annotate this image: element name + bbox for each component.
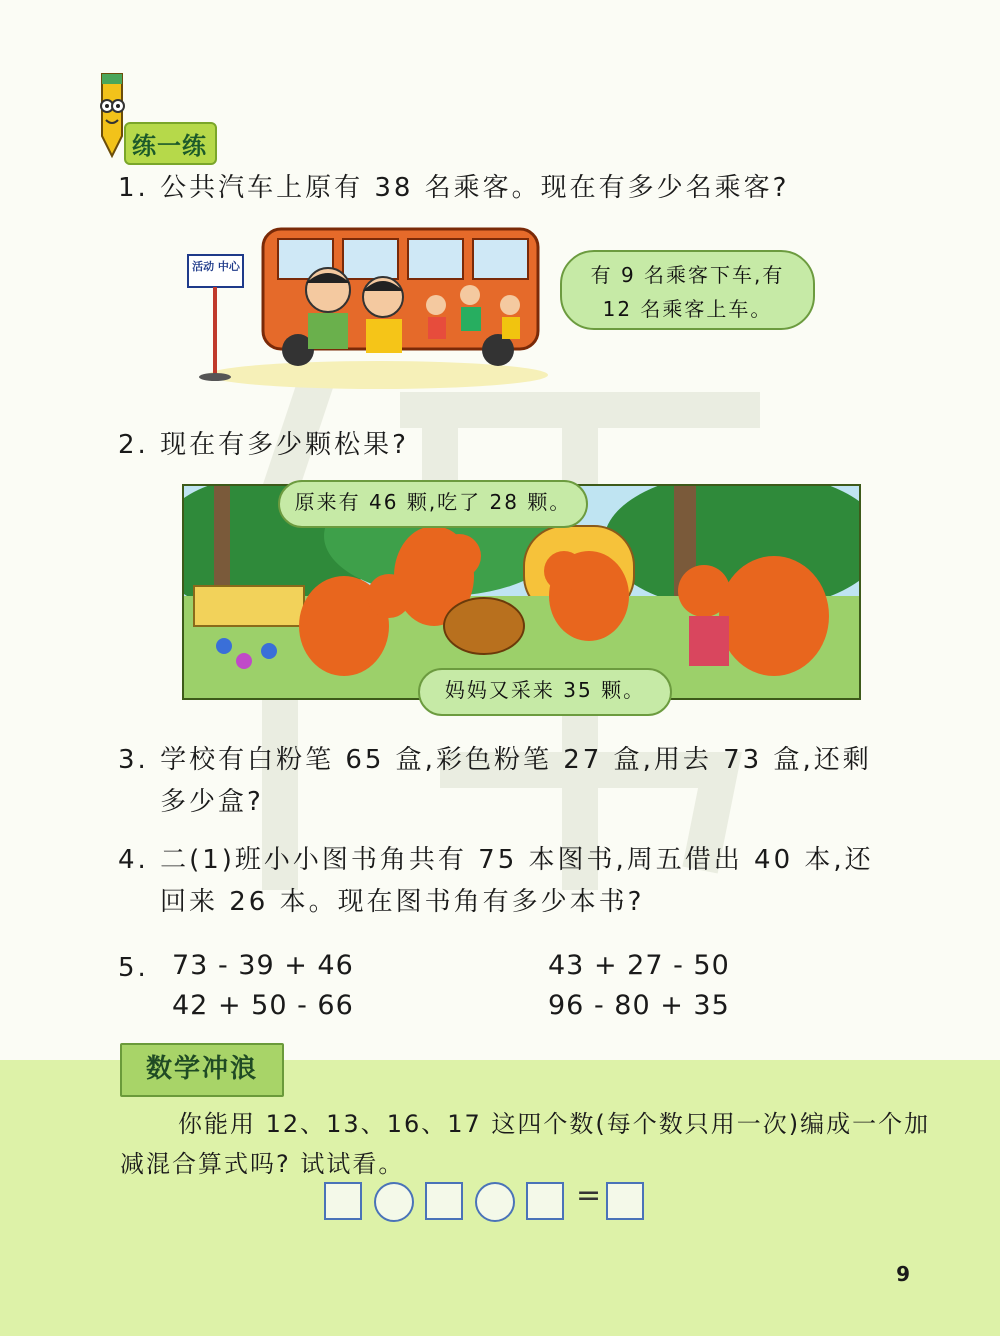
page-number: 9 <box>896 1262 910 1286</box>
answer-box-2[interactable] <box>425 1182 463 1220</box>
squirrel-top-bubble: 原来有 46 颗,吃了 28 颗。 <box>278 480 588 528</box>
math-surf-title: 数学冲浪 <box>120 1043 284 1097</box>
equals-sign: = <box>576 1178 602 1213</box>
expression-4: 96 - 80 + 35 <box>548 990 730 1021</box>
math-surf-line1: 你能用 12、13、16、17 这四个数(每个数只用一次)编成一个加 <box>178 1110 931 1138</box>
answer-box-3[interactable] <box>526 1182 564 1220</box>
expression-3: 42 + 50 - 66 <box>172 990 354 1021</box>
question-1-text: 1. 公共汽车上原有 38 名乘客。现在有多少名乘客? <box>118 173 790 203</box>
answer-box-result[interactable] <box>606 1182 644 1220</box>
operator-circle-2[interactable] <box>475 1182 515 1222</box>
bus-speech-bubble: 有 9 名乘客下车,有 12 名乘客上车。 <box>560 250 815 330</box>
expression-1: 73 - 39 + 46 <box>172 950 354 981</box>
bus-stop-sign: 活动 中心 <box>192 260 240 273</box>
answer-box-1[interactable] <box>324 1182 362 1220</box>
question-5-number: 5. <box>118 953 149 983</box>
question-3-line2: 多少盒? <box>160 787 264 817</box>
question-2-text: 2. 现在有多少颗松果? <box>118 430 409 460</box>
section-title: 练一练 <box>124 122 217 165</box>
question-4-line2: 回来 26 本。现在图书角有多少本书? <box>160 887 645 917</box>
practice-header <box>82 66 232 166</box>
math-surf-line2: 减混合算式吗? 试试看。 <box>120 1150 405 1178</box>
question-3-line1: 3. 学校有白粉笔 65 盒,彩色粉笔 27 盒,用去 73 盒,还剩 <box>118 745 872 775</box>
expression-2: 43 + 27 - 50 <box>548 950 730 981</box>
question-4-line1: 4. 二(1)班小小图书角共有 75 本图书,周五借出 40 本,还 <box>118 845 874 875</box>
squirrel-bottom-bubble: 妈妈又采来 35 颗。 <box>418 668 672 716</box>
bus-scene-illustration <box>178 225 550 390</box>
operator-circle-1[interactable] <box>374 1182 414 1222</box>
